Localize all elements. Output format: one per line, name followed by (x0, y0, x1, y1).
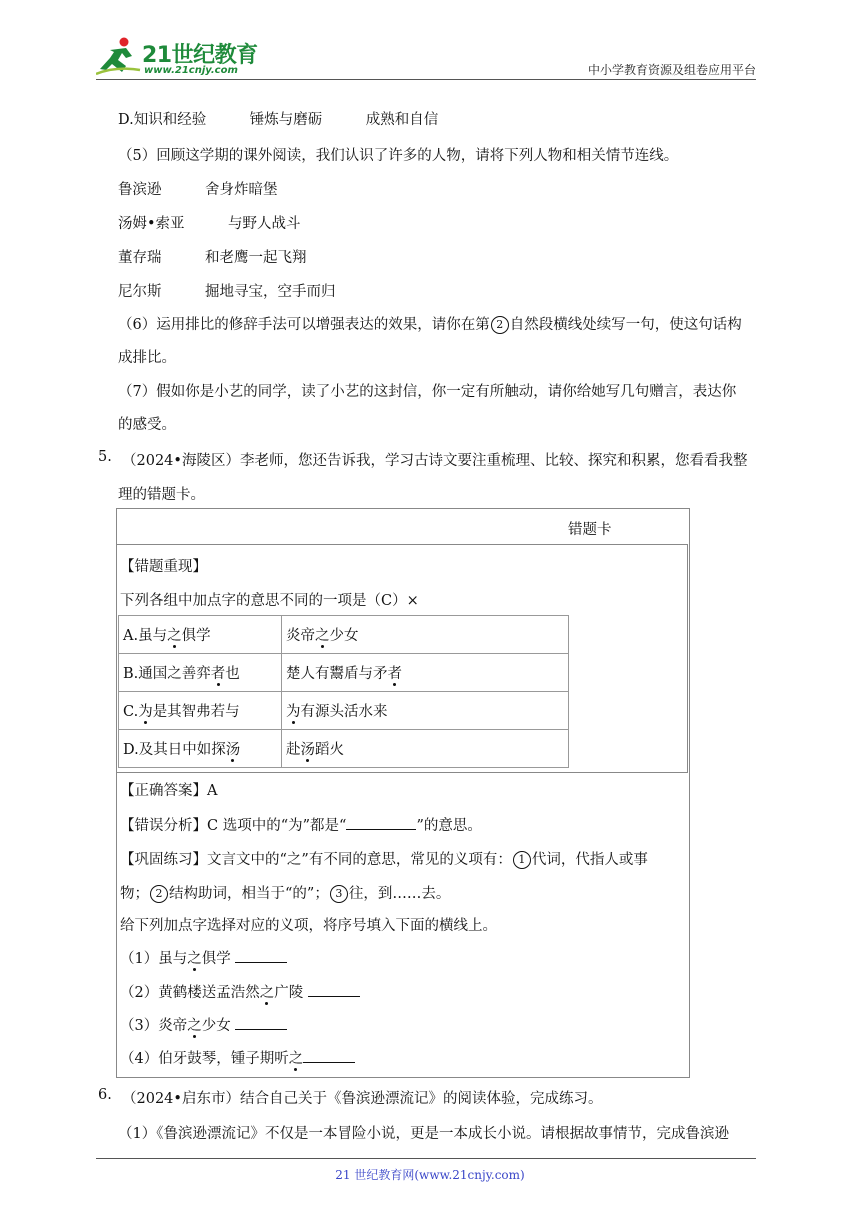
item-text: 少女 (201, 1018, 236, 1034)
option-cell-right (282, 692, 569, 730)
dotted-char: 之 (260, 981, 275, 1002)
fill-instruction: 给下列加点字选择对应的义项，将序号填入下面的横线上。 (120, 918, 497, 934)
cell-text: C. (123, 704, 139, 720)
circled-number: 2 (491, 316, 509, 334)
circled-number: 2 (150, 885, 168, 903)
cell-text: 赴 (286, 742, 301, 758)
platform-name: 中小学教育资源及组卷应用平台 (587, 63, 756, 77)
analysis-blank[interactable] (346, 815, 416, 830)
option-row (119, 730, 569, 768)
error-analysis (120, 814, 482, 835)
footer-divider (96, 1158, 756, 1159)
match-pair-2: 汤姆•索亚 与野人战斗 (118, 216, 301, 232)
cell-text: A.虽与 (123, 628, 168, 644)
cell-text: B.通国之善弈 (123, 666, 211, 682)
option-row (119, 654, 569, 692)
answer-blank[interactable] (235, 1015, 287, 1030)
analysis-text-a: 【错误分析】C 选项中的“为”都是“ (120, 818, 347, 834)
cell-text: 俱学 (181, 628, 211, 644)
question-5-text-cont: 理的错题卡。 (118, 487, 205, 503)
match-pair-1: 鲁滨逊 舍身炸暗堡 (118, 182, 278, 198)
question-6-text: （2024•启东市）结合自己关于《鲁滨逊漂流记》的阅读体验，完成练习。 (122, 1091, 603, 1107)
option-row (119, 616, 569, 654)
question-5-sub: （5）回顾这学期的课外阅读，我们认识了许多的人物，请将下列人物和相关情节连线。 (118, 148, 679, 164)
practice-item (120, 947, 287, 968)
dotted-char: 者 (211, 662, 226, 683)
option-row (119, 692, 569, 730)
option-cell-right (282, 616, 569, 654)
cell-text: 少女 (329, 628, 359, 644)
q6-text-a: （6）运用排比的修辞手法可以增强表达的效果，请你在第 (118, 317, 490, 333)
dotted-char: 为 (138, 700, 153, 721)
question-6-number: 6. (98, 1087, 112, 1103)
item-text: 俱学 (201, 951, 236, 967)
practice-text-d: 结构助词，相当于“的”； (169, 886, 329, 902)
card-question: 下列各组中加点字的意思不同的一项是（C）× (120, 593, 419, 609)
circled-number: 1 (513, 851, 531, 869)
dotted-char: 之 (187, 1014, 202, 1035)
options-table (118, 615, 569, 768)
answer-blank[interactable] (235, 948, 287, 963)
site-logo (96, 36, 266, 80)
question-7-sub: （7）假如你是小艺的同学，读了小艺的这封信，你一定有所触动，请你给她写几句赠言，表达你 (118, 384, 737, 400)
question-5-text: （2024•海陵区）李老师，您还告诉我，学习古诗文要注重梳理、比较、探究和积累，您看看我整 (122, 453, 748, 469)
practice-text-e: 往，到……去。 (348, 886, 451, 902)
running-man-icon (96, 36, 142, 76)
practice-text-a: 【巩固练习】文言文中的“之”有不同的意思，常见的义项有： (120, 852, 512, 868)
header-divider (96, 79, 756, 80)
item-text: 广陵 (274, 985, 308, 1001)
question-6-sub (118, 313, 742, 334)
logo-text: 21世纪教育 (142, 43, 258, 68)
correct-answer: 【正确答案】A (120, 783, 218, 799)
option-d-line: D.知识和经验 锤炼与磨砺 成熟和自信 (118, 112, 439, 128)
dotted-char: 之 (315, 624, 330, 645)
question-6-cont: 成排比。 (118, 350, 176, 366)
cell-text: 有源头活水来 (300, 704, 388, 720)
cell-text: 是其智弗若与 (152, 704, 240, 720)
footer-text: 21 世纪教育网(www.21cnjy.com) (335, 1168, 525, 1182)
cell-text: 蹈火 (315, 742, 344, 758)
dotted-char: 汤 (301, 738, 316, 759)
match-pair-3: 董存瑞 和老鹰一起飞翔 (118, 250, 307, 266)
dotted-char: 为 (286, 700, 301, 721)
option-cell-left (119, 730, 282, 768)
option-cell-right (282, 654, 569, 692)
dotted-char: 之 (167, 624, 182, 645)
item-text: （3）炎帝 (120, 1018, 188, 1034)
practice-item (120, 1014, 287, 1035)
analysis-text-b: ”的意思。 (416, 818, 482, 834)
question-5-number: 5. (98, 449, 112, 465)
dotted-char: 汤 (226, 738, 241, 759)
cell-text: 也 (225, 666, 240, 682)
question-6-part-1: （1）《鲁滨逊漂流记》不仅是一本冒险小说，更是一本成长小说。请根据故事情节，完成鲁滨逊 (118, 1126, 729, 1142)
practice-item (120, 1047, 355, 1068)
q6-text-b: 自然段横线处续写一句，使这句话构 (509, 317, 742, 333)
answer-blank[interactable] (308, 982, 360, 997)
cell-text: 炎帝 (286, 628, 315, 644)
practice-item (120, 981, 360, 1002)
practice-text-b: 代词，代指人或事 (531, 852, 648, 868)
logo-url: www.21cnjy.com (144, 65, 238, 76)
dotted-char: 之 (187, 947, 202, 968)
practice-text-c: 物； (120, 886, 149, 902)
cell-text: 楚人有鬻盾与矛 (286, 666, 388, 682)
card-title: 错题卡 (568, 522, 612, 538)
dotted-char: 者 (388, 662, 403, 683)
dotted-char: 之 (289, 1047, 304, 1068)
item-text: （2）黄鹤楼送孟浩然 (120, 985, 260, 1001)
practice-line-1 (120, 848, 648, 869)
answer-blank[interactable] (303, 1048, 355, 1063)
reproduce-label: 【错题重现】 (120, 559, 207, 575)
cell-text: D.及其日中如探 (123, 742, 226, 758)
circled-number: 3 (330, 885, 348, 903)
item-text: （1）虽与 (120, 951, 188, 967)
question-7-cont: 的感受。 (118, 417, 176, 433)
option-cell-left (119, 692, 282, 730)
option-cell-left (119, 616, 282, 654)
item-text: （4）伯牙鼓琴，锺子期听 (120, 1051, 289, 1067)
practice-line-2 (120, 882, 450, 903)
option-cell-left (119, 654, 282, 692)
match-pair-4: 尼尔斯 掘地寻宝，空手而归 (118, 284, 336, 300)
option-cell-right (282, 730, 569, 768)
